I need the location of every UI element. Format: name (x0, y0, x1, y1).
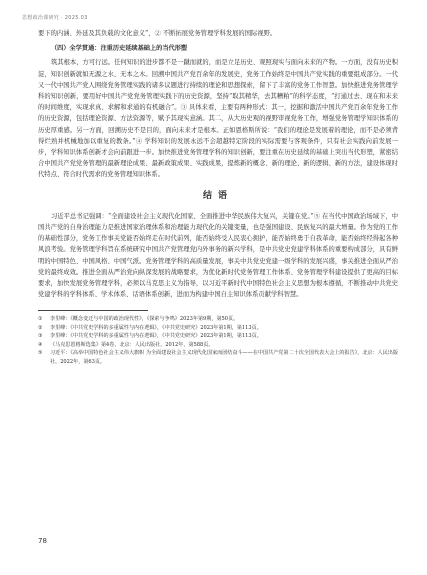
footnote (38, 341, 398, 349)
footnote-text: 习近平：《高举中国特色社会主义伟大旗帜 为全面建设社会主义现代化国家而团结奋斗——在中国共产党第二十次全国代表大会上的报告》，北京：人民出版社，2022年，第63页。 (50, 350, 398, 365)
footnote-mark: ① (38, 316, 43, 323)
paragraph-foundation: 筑其根本，方可行远。任何知识的进步都不是一蹴而就的，而是立足历史、观照现实与面向未来的产物。一方面，没有历史积淀，知识创新就如无源之水、无本之木。回溯中国共产党百余年的发展史，党务工作始终是中国共产党实践的重要组成部分。一代又一代中国共产党人围绕党务管理实践的诸多议题进行持续的理论和思想探索，留下了丰富的党务工作智慧。加快推进党务管理学科的知识创新，要用好中国共产党党务管理实践下的历史资源，坚持“取其精华，去其糟粕”的科学态度，“打通过去、现在和未来的时间维度，实现求真、求解和求通的有机融合”。③ 具体来看，主要有两种形式：其一，挖掘和激活中国共产党百余年党务工作的历史资源，包括理论资源、方法资源等，赋予其现实意涵。其二，从大历史观的视野审视党务工作，增强党务管理学知识体系的历史厚重感。另一方面，回溯历史不是目的，面向未来才是根本。正如恩格斯所说：“我们的理论是发展着的理论，而不是必须背得烂熟并机械地加以重复的教条。”④ 学科知识的发展永远不会超越特定阶段的实际需要与客观条件，只有社会实践向前发展一步，学科知识体系创新才会向前跟进一步。加快推进党务管理学科的知识创新，要注重在历史延续的基础上突出当代形塑，紧密结合中国共产党党务管理的最新理论成果、最新政策成果、实践成果，提炼新的概念、新的理论、新的逻辑、新的方法，建设体现时代特点、符合时代需求的党务管理知识体系。 (38, 59, 398, 179)
footnote-text: 李里峰：《中共党史学科的多重属性与内在逻辑》，《中共党史研究》2023年第1期，第113页。 (50, 324, 262, 331)
paragraph-continuation: 要下的内涵、外延及其负载的文化意义”，② 不断拓展党务管理学科发展的国际视野。 (38, 30, 277, 37)
footnote (38, 315, 398, 323)
page-body (38, 28, 398, 366)
footnote-mark: ⑤ (38, 350, 43, 357)
footnote-divider (38, 310, 148, 311)
page-number: 78 (38, 537, 47, 545)
footnote-text: 《马克思恩格斯选集》第4卷，北京：人民出版社，2012年，第588页。 (50, 341, 214, 348)
paragraph-conclusion: 习近平总书记强调：“全面建设社会主义现代化国家、全面推进中华民族伟大复兴，关键在党。”⑤ 在当代中国政治场域下，中国共产党的自身治理能力是推进国家治理体系和治理能力现代化的关键变量，也是强国建设、民族复兴的最大增量。作为党的工作的基础性部分，党务工作事关党能否始终走在时代前列，能否始终受人民衷心拥护，能否始终勇于自我革命，能否始终经得起各种风浪考验。党务管理学科旨在系统研究中国共产党管理党内外事务的新兴学科，是中共党史党建学科体系的重要构成部分，具有鲜明的中国特色、中国风格、中国气派。党务管理学科的高质量发展，事关中共党史党建一级学科的发展兴盛，事关推进全面从严治党的最终成效。推进全面从严治党向纵深发展的战略要求，为优化新时代党务管理工作体系、党务管理学科建设提供了更高的目标要求，加快发展党务管理学科，必须以马克思主义为指导，以习近平新时代中国特色社会主义思想为根本遵循，不断推动中共党史党建学科的学科体系、学术体系、话语体系创新，进而为构建中国自主知识体系贡献学科智慧。 (38, 212, 398, 299)
footnotes (38, 315, 398, 365)
footnote (38, 324, 398, 332)
footnote-text: 李里峰：《中共党史学科的多重属性与内在逻辑》，《中共党史研究》2023年第1期，第113页。 (50, 333, 262, 340)
journal-running-header: 思想政治课研究 · 2025.03 (22, 15, 88, 21)
footnote-text: 李里峰：《概念变迁与中国的政治现代性》，《探索与争鸣》2023年第9期，第50页。 (50, 316, 239, 323)
footnote (38, 349, 398, 366)
footnote (38, 332, 398, 340)
conclusion-title: 结语 (202, 190, 233, 201)
footnote-mark: ③ (38, 333, 43, 340)
footnote-mark: ④ (38, 341, 43, 348)
section-subheading: （四）全学贯通：注重历史延续基础上的当代形塑 (51, 45, 188, 53)
footnote-mark: ② (38, 324, 43, 331)
